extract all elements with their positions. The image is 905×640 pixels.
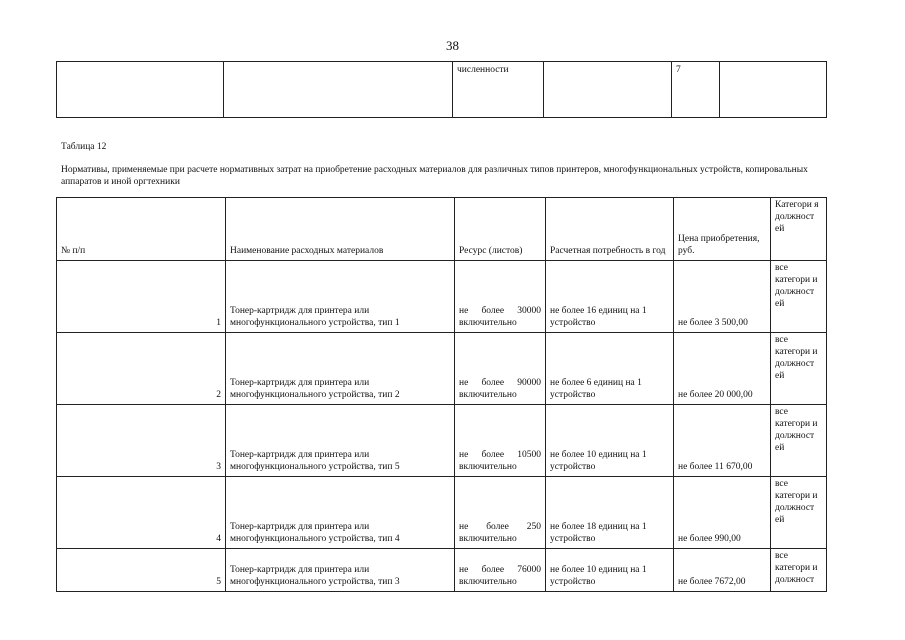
table-cell — [57, 62, 224, 118]
row-name: Тонер-картридж для принтера или многофункционального устройства, тип 2 — [226, 333, 455, 405]
page-number: 38 — [446, 38, 459, 53]
header-category: Категори я должност ей — [771, 198, 827, 261]
row-num: 3 — [57, 405, 226, 477]
table-cell — [720, 62, 827, 118]
row-name: Тонер-картридж для принтера или многофункционального устройства, тип 3 — [226, 549, 455, 592]
header-price: Цена приобретения, руб. — [674, 198, 771, 261]
table-row — [57, 549, 827, 592]
row-need: не более 16 единиц на 1 устройство — [546, 261, 674, 333]
row-name: Тонер-картридж для принтера или многофункционального устройства, тип 4 — [226, 477, 455, 549]
row-resource: не более 30000 включительно — [455, 261, 546, 333]
row-category: все категори и должност ей — [771, 405, 827, 477]
header-name: Наименование расходных материалов — [226, 198, 455, 261]
row-need: не более 10 единиц на 1 устройство — [546, 549, 674, 592]
materials-table — [56, 197, 827, 592]
row-price: не более 20 000,00 — [674, 333, 771, 405]
row-price: не более 7672,00 — [674, 549, 771, 592]
continued-table — [56, 61, 827, 118]
table-cell: численности — [453, 62, 544, 118]
row-price: не более 990,00 — [674, 477, 771, 549]
table-cell — [224, 62, 453, 118]
header-resource: Ресурс (листов) — [455, 198, 546, 261]
row-num: 4 — [57, 477, 226, 549]
row-category: все категори и должност — [771, 549, 827, 592]
table-row — [57, 261, 827, 333]
row-need: не более 10 единиц на 1 устройство — [546, 405, 674, 477]
table-row — [57, 333, 827, 405]
row-category: все категори и должност ей — [771, 261, 827, 333]
table-caption: Нормативы, применяемые при расчете нормативных затрат на приобретение расходных материалов для различных типов принтеров, многофункциональных устройств, копировальных аппаратов и иной оргтехники — [61, 165, 808, 187]
table-cell — [544, 62, 672, 118]
table-cell: 7 — [672, 62, 720, 118]
row-resource: не более 10500 включительно — [455, 405, 546, 477]
row-price: не более 11 670,00 — [674, 405, 771, 477]
row-resource: не более 90000 включительно — [455, 333, 546, 405]
row-name: Тонер-картридж для принтера или многофункционального устройства, тип 5 — [226, 405, 455, 477]
row-need: не более 18 единиц на 1 устройство — [546, 477, 674, 549]
table-row — [57, 62, 827, 118]
row-num: 2 — [57, 333, 226, 405]
row-category: все категори и должност ей — [771, 477, 827, 549]
table-row — [57, 405, 827, 477]
table-row — [57, 477, 827, 549]
row-price: не более 3 500,00 — [674, 261, 771, 333]
row-category: все категори и должност ей — [771, 333, 827, 405]
row-num: 1 — [57, 261, 226, 333]
table-header-row — [57, 198, 827, 261]
row-name: Тонер-картридж для принтера или многофункционального устройства, тип 1 — [226, 261, 455, 333]
header-need: Расчетная потребность в год — [546, 198, 674, 261]
table-label: Таблица 12 — [61, 142, 107, 152]
row-need: не более 6 единиц на 1 устройство — [546, 333, 674, 405]
row-num: 5 — [57, 549, 226, 592]
header-num: № п/п — [57, 198, 226, 261]
row-resource: не более 250 включительно — [455, 477, 546, 549]
row-resource: не более 76000 включительно — [455, 549, 546, 592]
